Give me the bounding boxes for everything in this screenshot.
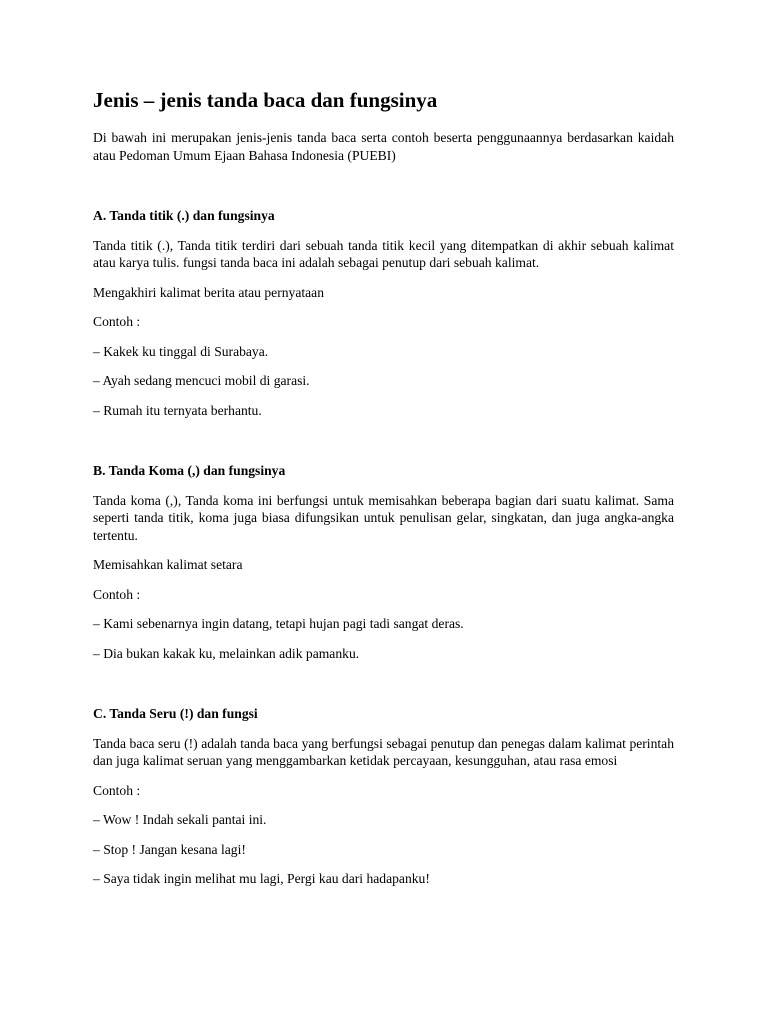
section-heading: B. Tanda Koma (,) dan fungsinya	[93, 463, 286, 478]
example-item: – Saya tidak ingin melihat mu lagi, Pergi kau dari hadapanku!	[93, 871, 430, 886]
example-label: Contoh :	[93, 314, 141, 329]
section-description: Tanda titik (.), Tanda titik terdiri dari sebuah tanda titik kecil yang ditempatkan di akhir sebuah kalimat atau karya tulis. fungsi tanda baca ini adalah sebagai penutup dari sebuah kalimat.	[93, 237, 674, 270]
example-item: – Dia bukan kakak ku, melainkan adik pamanku.	[93, 645, 360, 661]
section-tanda-koma	[93, 462, 674, 662]
example-item: – Wow ! Indah sekali pantai ini.	[93, 812, 267, 827]
section-heading: A. Tanda titik (.) dan fungsinya	[93, 208, 275, 223]
section-description: Tanda koma (,), Tanda koma ini berfungsi untuk memisahkan beberapa bagian dari suatu kalimat. Sama seperti tanda titik, koma juga biasa difungsikan untuk penulisan gelar, singkatan, dan juga angka-angka tertentu.	[93, 492, 674, 543]
document-page	[93, 86, 674, 888]
example-item: – Kakek ku tinggal di Surabaya.	[93, 343, 269, 359]
section-usage: Mengakhiri kalimat berita atau pernyataan	[93, 284, 324, 300]
example-item: – Kami sebenarnya ingin datang, tetapi hujan pagi tadi sangat deras.	[93, 616, 464, 631]
document-title: Jenis – jenis tanda baca dan fungsinya	[93, 88, 438, 112]
example-item: – Rumah itu ternyata berhantu.	[93, 402, 262, 418]
intro-paragraph: Di bawah ini merupakan jenis-jenis tanda baca serta contoh beserta penggunaannya berdasarkan kaidah atau Pedoman Umum Ejaan Bahasa Indonesia (PUEBI)	[93, 130, 674, 163]
section-tanda-seru	[93, 705, 674, 888]
example-item: – Stop ! Jangan kesana lagi!	[93, 841, 246, 857]
example-label: Contoh :	[93, 782, 141, 798]
section-usage: Memisahkan kalimat setara	[93, 557, 243, 572]
section-heading: C. Tanda Seru (!) dan fungsi	[93, 706, 258, 721]
section-description: Tanda baca seru (!) adalah tanda baca yang berfungsi sebagai penutup dan penegas dalam kalimat perintah dan juga kalimat seruan yang menggambarkan ketidak percayaan, kesungguhan, atau rasa emosi	[93, 735, 674, 768]
example-label: Contoh :	[93, 586, 141, 602]
section-tanda-titik	[93, 207, 674, 419]
example-item: – Ayah sedang mencuci mobil di garasi.	[93, 373, 310, 388]
